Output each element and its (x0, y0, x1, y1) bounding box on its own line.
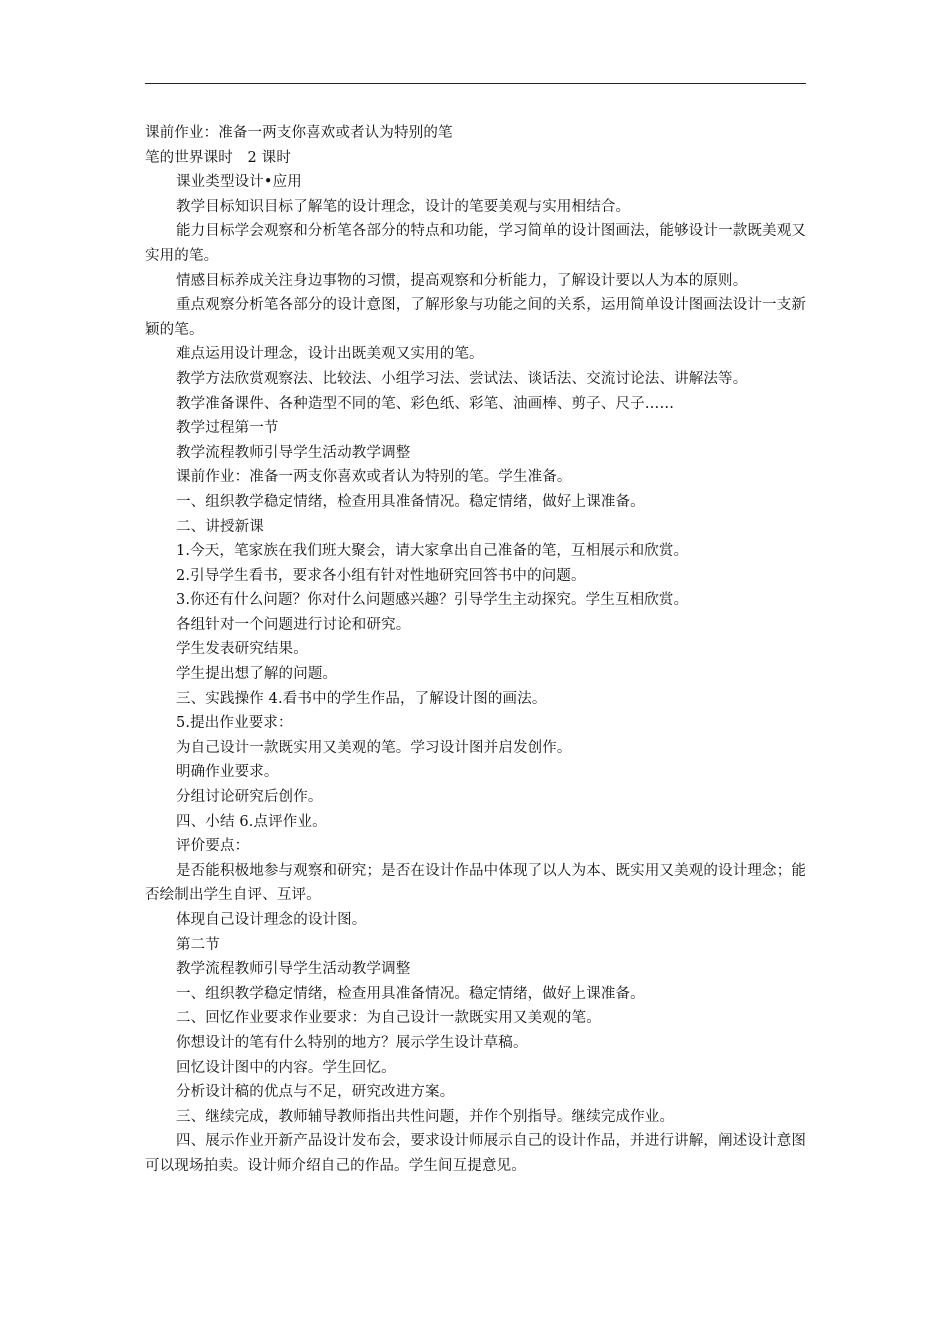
paragraph: 你想设计的笔有什么特别的地方？展示学生设计草稿。 (176, 1034, 528, 1051)
paragraph: 笔的世界课时 2 课时 (145, 149, 291, 166)
paragraph: 四、展示作业开新产品设计发布会，要求设计师展示自己的设计作品，并进行讲解，阐述设计意图可以现场拍卖。设计师介绍自己的作品。学生间互提意见。 (145, 1133, 806, 1174)
paragraph: 分析设计稿的优点与不足，研究改进方案。 (176, 1084, 455, 1101)
paragraph: 一、组织教学稳定情绪，检查用具准备情况。稳定情绪，做好上课准备。 (176, 985, 645, 1002)
paragraph: 1.今天，笔家族在我们班大聚会，请大家拿出自己准备的笔，互相展示和欣赏。 (176, 543, 689, 560)
paragraph: 2.引导学生看书，要求各小组有针对性地研究回答书中的问题。 (176, 567, 586, 584)
paragraph: 评价要点： (176, 838, 250, 855)
paragraph: 教学过程第一节 (176, 420, 279, 437)
paragraph: 3.你还有什么问题？你对什么问题感兴趣？引导学生主动探究。学生互相欣赏。 (176, 592, 689, 609)
paragraph: 教学流程教师引导学生活动教学调整 (176, 961, 411, 978)
paragraph: 回忆设计图中的内容。学生回忆。 (176, 1059, 396, 1076)
paragraph: 课前作业：准备一两支你喜欢或者认为特别的笔 (145, 125, 453, 141)
paragraph: 教学流程教师引导学生活动教学调整 (176, 444, 411, 461)
paragraph: 情感目标养成关注身边事物的习惯，提高观察和分析能力，了解设计要以人为本的原则。 (176, 272, 748, 289)
paragraph: 学生发表研究结果。 (176, 641, 308, 658)
paragraph: 第二节 (176, 936, 220, 953)
paragraph: 为自己设计一款既实用又美观的笔。学习设计图并启发创作。 (176, 739, 572, 756)
paragraph: 二、回忆作业要求作业要求：为自己设计一款既实用又美观的笔。 (176, 1010, 601, 1027)
paragraph: 学生提出想了解的问题。 (176, 666, 338, 683)
paragraph: 教学方法欣赏观察法、比较法、小组学习法、尝试法、谈话法、交流讨论法、讲解法等。 (176, 370, 748, 387)
paragraph: 明确作业要求。 (176, 764, 279, 781)
paragraph: 三、继续完成，教师辅导教师指出共性问题，并作个别指导。继续完成作业。 (176, 1108, 675, 1125)
paragraph: 分组讨论研究后创作。 (176, 789, 323, 806)
paragraph: 教学准备课件、各种造型不同的笔、彩色纸、彩笔、油画棒、剪子、尺子…… (176, 395, 675, 412)
header-rule (145, 83, 806, 84)
document-body (145, 121, 806, 1179)
paragraph: 四、小结 6.点评作业。 (176, 813, 327, 830)
paragraph: 各组针对一个问题进行讨论和研究。 (176, 616, 411, 633)
paragraph: 5.提出作业要求： (176, 715, 293, 732)
paragraph: 三、实践操作 4.看书中的学生作品，了解设计图的画法。 (176, 690, 547, 707)
paragraph: 是否能积极地参与观察和研究；是否在设计作品中体现了以人为本、既实用又美观的设计理念；能否绘制出学生自评、互评。 (145, 862, 806, 904)
paragraph: 课业类型设计•应用 (176, 174, 302, 191)
paragraph: 教学目标知识目标了解笔的设计理念，设计的笔要美观与实用相结合。 (176, 198, 631, 215)
paragraph: 难点运用设计理念，设计出既美观又实用的笔。 (176, 346, 484, 363)
paragraph: 一、组织教学稳定情绪，检查用具准备情况。稳定情绪，做好上课准备。 (176, 493, 645, 510)
paragraph: 能力目标学会观察和分析笔各部分的特点和功能，学习简单的设计图画法，能够设计一款既美观又实用的笔。 (145, 223, 806, 264)
paragraph: 二、讲授新课 (176, 518, 264, 535)
paragraph: 重点观察分析笔各部分的设计意图，了解形象与功能之间的关系，运用简单设计图画法设计一支新颖的笔。 (145, 297, 806, 338)
paragraph: 体现自己设计理念的设计图。 (176, 912, 367, 928)
paragraph: 课前作业：准备一两支你喜欢或者认为特别的笔。学生准备。 (176, 469, 572, 486)
